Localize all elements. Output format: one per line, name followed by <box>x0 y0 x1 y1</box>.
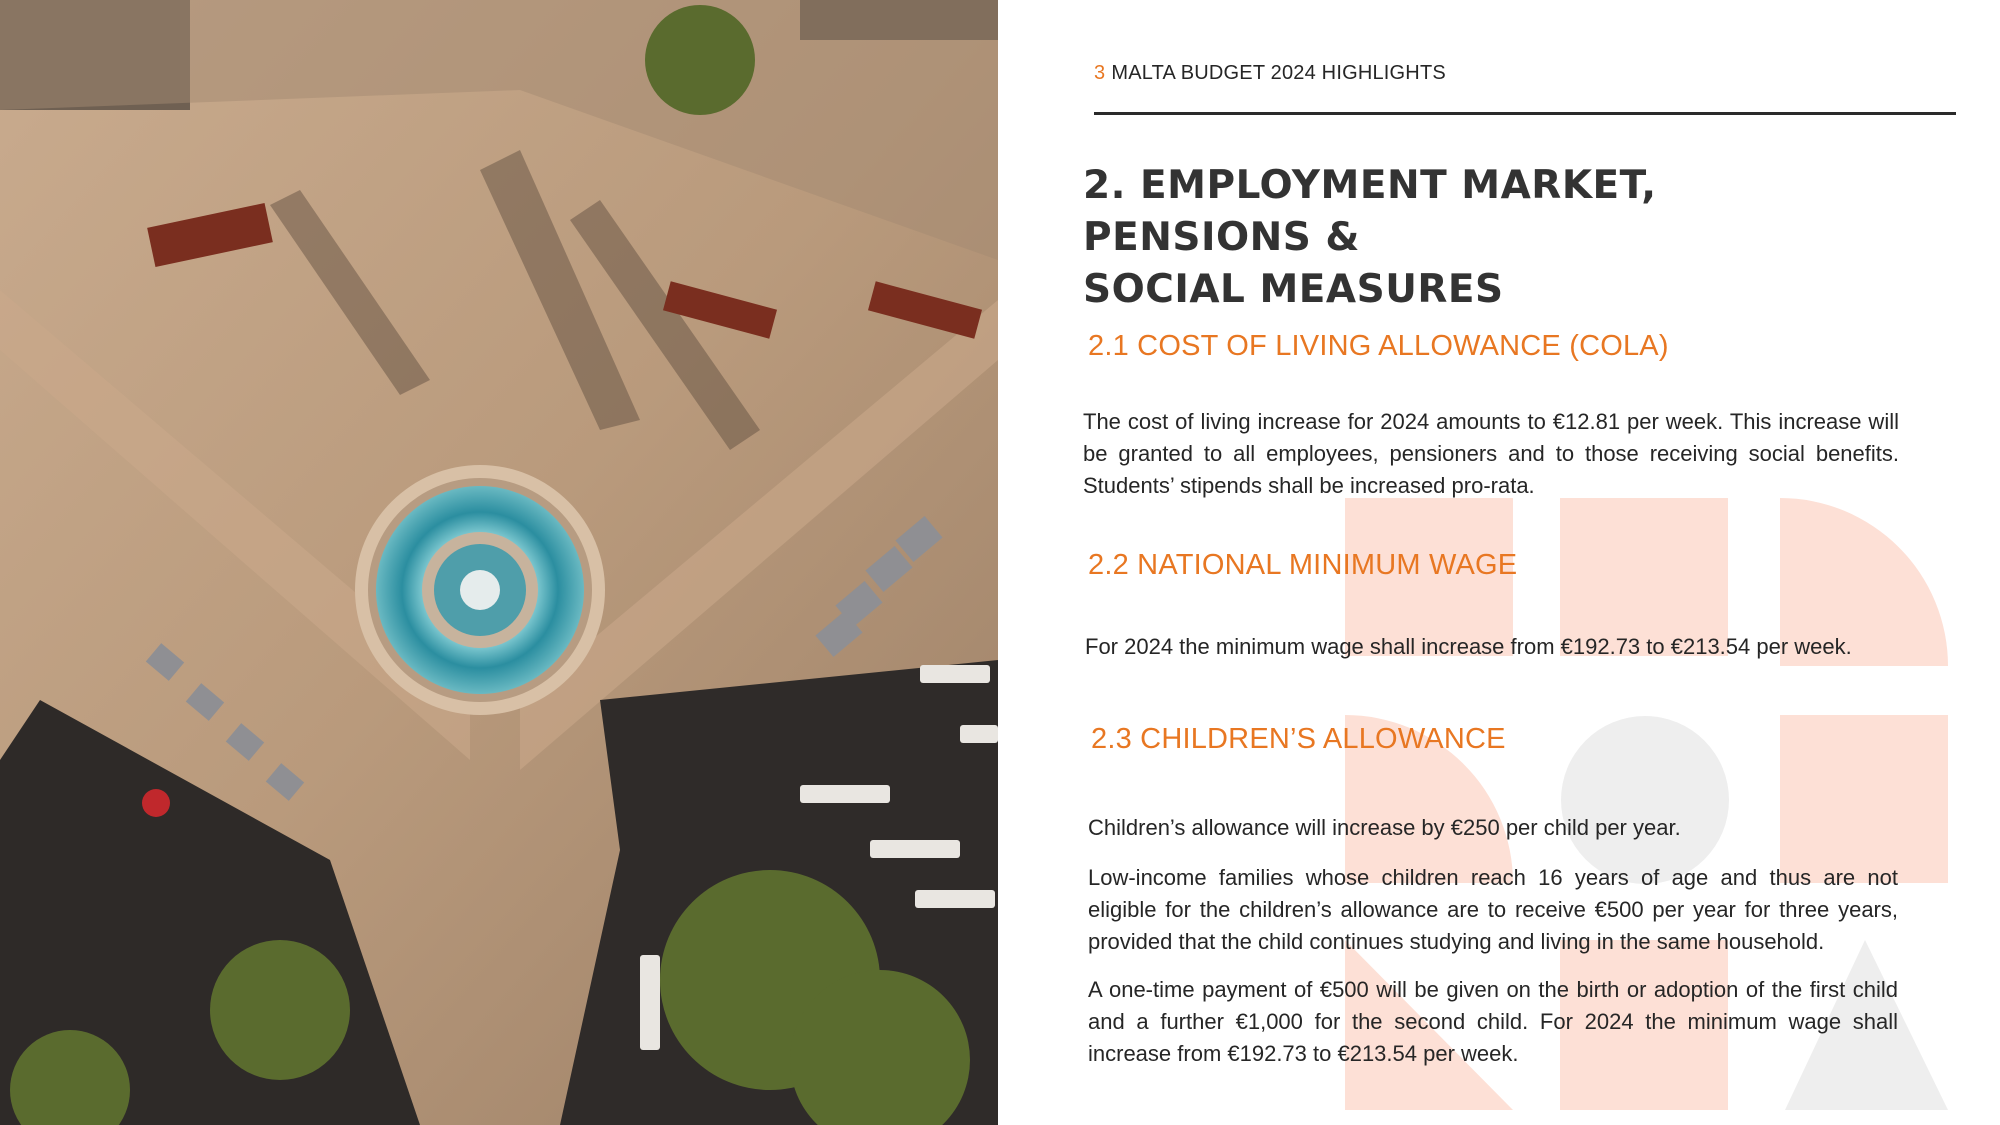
section-title <box>1083 160 1883 316</box>
page-number: 3 <box>1094 62 1106 84</box>
childrens-allowance-paragraph-1: Children’s allowance will increase by €250 per child per year. <box>1088 815 1681 840</box>
header-divider <box>1094 112 1956 115</box>
aerial-fountain-photo <box>0 0 998 1125</box>
cola-paragraph: The cost of living increase for 2024 amounts to €12.81 per week. This increase will be granted to all employees, pensioners and to those receiving social benefits. Students’ stipends shall be increased pro-rata. <box>1083 409 1899 498</box>
page-header <box>1094 62 1446 85</box>
minimum-wage-heading: 2.2 NATIONAL MINIMUM WAGE <box>1088 549 1518 581</box>
document-title: MALTA BUDGET 2024 HIGHLIGHTS <box>1111 62 1446 84</box>
aerial-photo-illustration <box>0 0 998 1125</box>
childrens-allowance-paragraph-2: Low-income families whose children reach 16 years of age and thus are not eligible for the children’s allowance are to receive €500 per year for three years, provided that the child continues studying and living in the same household. <box>1088 865 1898 954</box>
deco-square <box>1780 715 1948 883</box>
childrens-allowance-paragraph-3: A one-time payment of €500 will be given on the birth or adoption of the first child and a further €1,000 for the second child. For 2024 the minimum wage shall increase from €192.73 to €213.54 per week. <box>1088 977 1898 1066</box>
minimum-wage-paragraph: For 2024 the minimum wage shall increase from €192.73 to €213.54 per week. <box>1085 634 1852 659</box>
cola-heading: 2.1 COST OF LIVING ALLOWANCE (COLA) <box>1088 330 1669 362</box>
section-title-line-1: 2. EMPLOYMENT MARKET, PENSIONS & <box>1083 163 1657 260</box>
childrens-allowance-heading: 2.3 CHILDREN’S ALLOWANCE <box>1091 723 1506 755</box>
section-title-line-2: SOCIAL MEASURES <box>1083 267 1504 312</box>
deco-circle <box>1561 716 1729 884</box>
